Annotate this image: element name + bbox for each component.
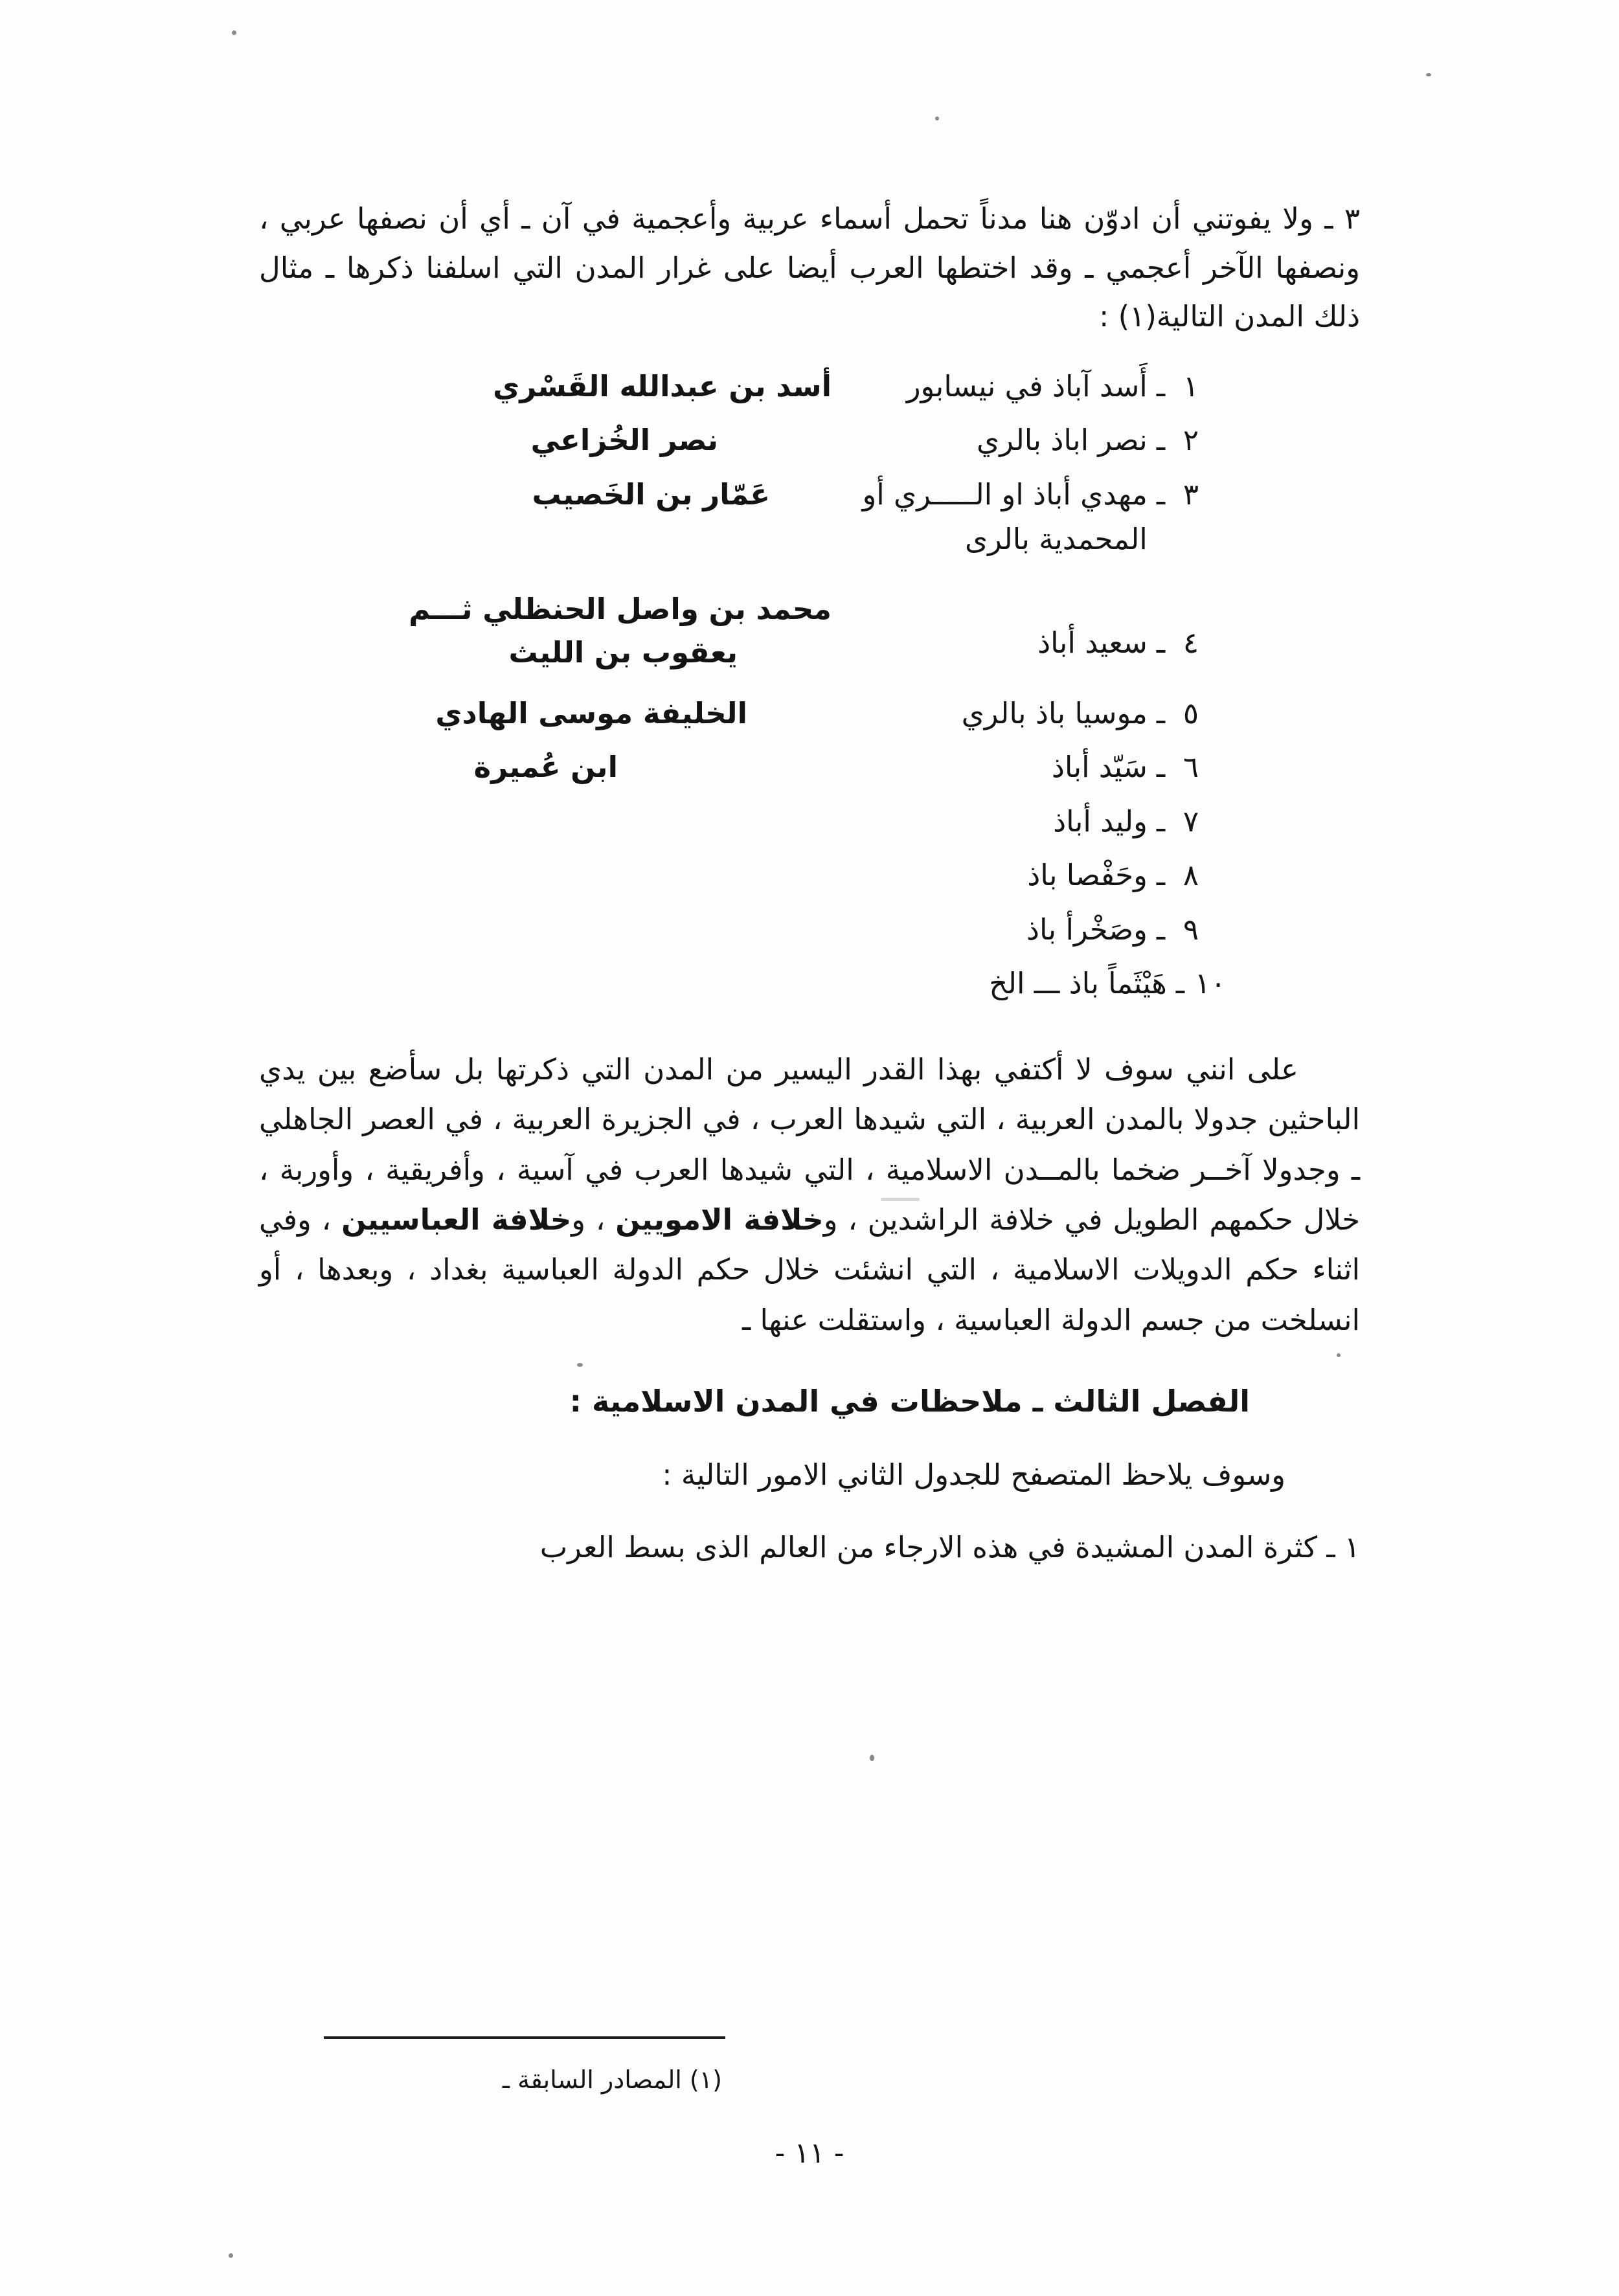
list-item-number: ٧ [1183, 804, 1199, 838]
city-name: أَسد آباذ في نيسابور [906, 368, 1148, 403]
list-item [259, 418, 1360, 462]
list-item-dash: ـ [1156, 695, 1165, 730]
city-name: نصر اباذ بالري [977, 423, 1148, 458]
list-item [259, 800, 1360, 844]
city-entry [832, 962, 1360, 1006]
city-name: سعيد أباذ [1037, 625, 1148, 660]
city-name [832, 473, 1148, 561]
city-entry [832, 473, 1360, 561]
list-item [259, 365, 1360, 409]
body-line-6: اثناء حكم الدويلات الاسلامية ، التي انشئت خلال حكم الدولة العباسية [501, 1252, 1360, 1287]
list-item [259, 853, 1360, 897]
chapter-heading: الفصل الثالث ـ ملاحظات في المدن الاسلامية : [569, 1384, 1250, 1419]
list-item-dash: ـ [1156, 750, 1165, 785]
list-item-number: ٦ [1183, 750, 1199, 785]
caliphate-umayyad-emphasis: خلافة الامويين [615, 1202, 824, 1237]
list-item-dash: ـ [1156, 858, 1165, 893]
city-name-line-2: المحمدية بالرى [964, 522, 1148, 557]
list-item-dash: ـ [1175, 966, 1184, 1001]
city-attribution: أسد بن عبدالله القَسْري [493, 368, 832, 403]
list-item-number: ٢ [1183, 423, 1199, 458]
list-item-dash: ـ [1156, 423, 1165, 458]
list-item-dash: ـ [1156, 625, 1165, 660]
city-attribution-line-2: يعقوب بن الليث [508, 635, 738, 670]
scan-speck [935, 117, 939, 120]
closing-lead-in-text: وسوف يلاحظ المتصفح للجدول الثاني الامور التالية : [662, 1458, 1285, 1492]
page-content [259, 194, 1360, 1576]
list-item [259, 908, 1360, 952]
list-item-number: ٥ [1183, 695, 1199, 730]
city-name-line-1: مهدي أباذ او الـــــري أو [862, 477, 1148, 512]
body-line-5-prefix: الطويل في خلافة الراشدين ، و [823, 1202, 1199, 1237]
city-attribution: نصر الخُزاعي [530, 423, 718, 458]
list-item-dash: ـ [1156, 477, 1165, 512]
scan-speck [232, 30, 236, 35]
list-item [259, 745, 1360, 789]
list-item-dash: ـ [1156, 368, 1165, 403]
city-name: سَيّد أباذ [1051, 750, 1148, 785]
city-attribution: عَمّار بن الخَصيب [532, 477, 770, 512]
intro-line-2: آن ـ أي أن نصفها عربي ، ونصفها الآخر أعجمي ـ وقد اختطها العرب [259, 201, 1361, 285]
list-item [259, 692, 1360, 736]
city-list [259, 365, 1360, 1006]
closing-item-1-text: ١ ـ كثرة المدن المشيدة في هذه الارجاء من العالم الذى بسط العرب [539, 1529, 1360, 1564]
closing-lead-in [259, 1450, 1360, 1500]
intro-paragraph [259, 194, 1360, 341]
list-item-number: ١ [1183, 368, 1199, 403]
list-item-number: ١٠ [1194, 966, 1227, 1001]
list-item-number: ٨ [1183, 858, 1199, 893]
body-line-7: بغداد ، وبعدها ، أو انسلخت من جسم الدولة العباسية ، واستقلت عنها ـ [259, 1252, 1360, 1337]
city-name: وصَخْرأ باذ [1026, 912, 1148, 947]
list-item-number: ٣ [1183, 477, 1199, 512]
city-name: وحَفْصا باذ [1027, 858, 1148, 893]
scan-speck [870, 1755, 874, 1761]
closing-item-1 [259, 1522, 1360, 1572]
city-attribution-line-1: محمد بن واصل الحنظلي ثـــم [409, 591, 832, 626]
city-entry [832, 853, 1360, 897]
list-item-dash: ـ [1156, 804, 1165, 838]
city-entry [832, 908, 1360, 952]
city-entry [832, 587, 1360, 665]
city-entry [832, 745, 1360, 789]
city-attribution: ابن عُميرة [473, 750, 618, 785]
city-name: وليد أباذ [1053, 804, 1148, 838]
city-name: موسيا باذ بالري [961, 695, 1148, 730]
body-paragraph [259, 1044, 1360, 1345]
list-item-number: ٩ [1183, 912, 1199, 947]
city-entry [832, 800, 1360, 844]
intro-line-1: ٣ ـ ولا يفوتني أن ادوّن هنا مدناً تحمل أسماء عربية وأعجمية في [582, 201, 1360, 236]
scan-speck [229, 2253, 233, 2258]
city-attribution: الخليفة موسى الهادي [435, 695, 747, 730]
list-item [259, 587, 1360, 675]
city-entry [832, 365, 1360, 409]
city-name: هَيْثَماً باذ ـــ الخ [989, 966, 1167, 1001]
city-entry [832, 692, 1360, 736]
footnote: (١) المصادر السابقة ـ [502, 2065, 722, 2094]
body-line-1: على انني سوف لا أكتفي بهذا القدر اليسير من المدن التي ذكرتها [495, 1052, 1298, 1086]
body-line-3: الجزيرة العربية ، في العصر الجاهلي ـ وجدولا آخــر ضخما بالمــدن [259, 1102, 1361, 1187]
list-item [259, 473, 1360, 561]
body-line-5-mid: ، و [571, 1202, 616, 1237]
body-line-5-suffix: ، وفي [259, 1202, 342, 1237]
page-number: - ١١ - [775, 2137, 844, 2170]
list-item-number: ٤ [1183, 625, 1199, 660]
body-line-2: بل سأضع بين يدي الباحثين جدولا بالمدن العربية ، التي شيدها العرب ، في [259, 1052, 1360, 1137]
city-entry [832, 418, 1360, 462]
scan-speck [1426, 73, 1431, 76]
list-item-dash: ـ [1156, 912, 1165, 947]
intro-line-3: أيضا على غرار المدن التي اسلفنا ذكرها ـ مثال ذلك المدن التالية(١) : [259, 250, 1360, 334]
list-item [259, 962, 1360, 1006]
footnote-separator [324, 2036, 725, 2039]
city-attribution [259, 587, 832, 675]
body-line-4: الاسلامية ، التي شيدها العرب في آسية ، وأفريقية ، وأوربة ، خلال حكمهم [259, 1152, 1361, 1237]
caliphate-abbasid-emphasis: خلافة العباسيين [341, 1202, 572, 1237]
